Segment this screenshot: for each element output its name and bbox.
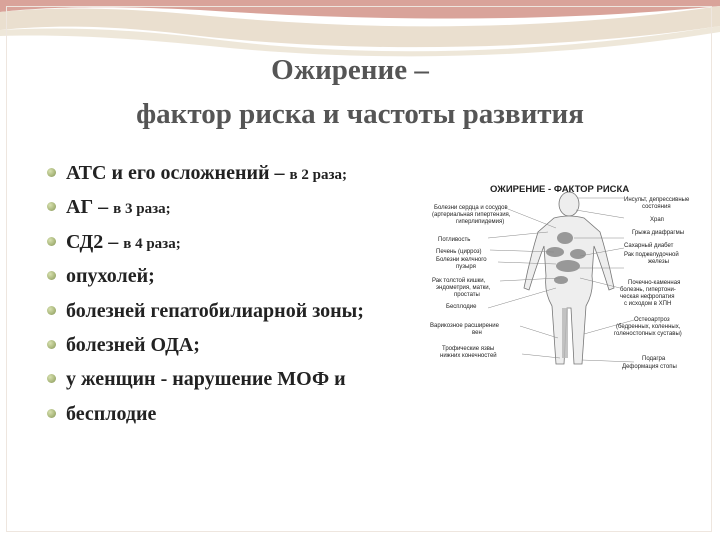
svg-text:Болезни сердца и сосудов: Болезни сердца и сосудов	[434, 205, 508, 211]
bullet-dot-icon	[47, 409, 56, 418]
svg-text:нижних конечностей: нижних конечностей	[440, 353, 497, 359]
svg-text:с исходом в ХПН: с исходом в ХПН	[624, 301, 672, 307]
bullet-item: болезней гепатобилиарной зоны;	[38, 298, 438, 332]
figure-left-labels	[430, 205, 511, 359]
svg-text:Почечно-каменная: Почечно-каменная	[628, 280, 681, 286]
bullet-item: АГ – в 3 раза;	[38, 194, 438, 228]
svg-text:Печень (цирроз): Печень (цирроз)	[436, 249, 482, 255]
svg-text:Храп: Храп	[650, 217, 664, 223]
bullet-item: СД2 – в 4 раза;	[38, 229, 438, 263]
slide-title-line1: Ожирение –	[271, 54, 429, 86]
figure-title: ОЖИРЕНИЕ - ФАКТОР РИСКА	[490, 184, 630, 195]
bullet-item: АТС и его осложнений – в 2 раза;	[38, 160, 438, 194]
bullet-item: опухолей;	[38, 263, 438, 297]
body-silhouette-icon	[524, 192, 614, 364]
svg-text:пузыря: пузыря	[456, 264, 476, 270]
svg-text:Рак поджелудочной: Рак поджелудочной	[624, 252, 679, 258]
obesity-risk-figure	[428, 168, 710, 380]
bullet-list	[38, 160, 438, 435]
svg-text:(бедренных, коленных,: (бедренных, коленных,	[616, 324, 681, 330]
svg-text:Сахарный диабет: Сахарный диабет	[624, 243, 674, 249]
svg-text:эндометрия, матки,: эндометрия, матки,	[436, 285, 491, 291]
svg-text:голеностопных суставы): голеностопных суставы)	[614, 331, 682, 337]
svg-text:железы: железы	[648, 259, 669, 265]
bullet-item: бесплодие	[38, 401, 438, 435]
bullet-item: болезней ОДА;	[38, 332, 438, 366]
slide-title-line2: фактор риска и частоты развития	[136, 98, 584, 130]
svg-text:гиперлипидемия): гиперлипидемия)	[456, 219, 505, 225]
bullet-dot-icon	[47, 202, 56, 211]
svg-text:Болезни желчного: Болезни желчного	[436, 257, 487, 263]
bullet-dot-icon	[47, 340, 56, 349]
svg-text:Бесплодие: Бесплодие	[446, 304, 477, 310]
bullet-item: у женщин - нарушение МОФ и	[38, 366, 438, 400]
svg-text:болезнь, гипертони-: болезнь, гипертони-	[620, 287, 676, 293]
svg-text:Рак толстой кишки,: Рак толстой кишки,	[432, 278, 486, 284]
svg-text:Подагра: Подагра	[642, 356, 666, 362]
bullet-dot-icon	[47, 374, 56, 383]
svg-text:Деформация стопы: Деформация стопы	[622, 364, 677, 370]
svg-text:вен: вен	[472, 330, 482, 336]
svg-text:простаты: простаты	[454, 292, 480, 298]
figure-right-labels	[614, 197, 690, 370]
svg-text:Трофические язвы: Трофические язвы	[442, 346, 495, 352]
svg-text:Грыжа диафрагмы: Грыжа диафрагмы	[632, 230, 685, 236]
svg-text:(артериальная гипертензия,: (артериальная гипертензия,	[432, 212, 511, 218]
svg-text:Остеоартроз: Остеоартроз	[634, 317, 670, 323]
svg-text:состояния: состояния	[642, 204, 671, 210]
bullet-dot-icon	[47, 306, 56, 315]
bullet-dot-icon	[47, 271, 56, 280]
bullet-dot-icon	[47, 168, 56, 177]
svg-text:Инсульт, депрессивные: Инсульт, депрессивные	[624, 197, 690, 203]
svg-text:Варикозное расширение: Варикозное расширение	[430, 323, 499, 329]
svg-text:Потливость: Потливость	[438, 237, 471, 243]
bullet-dot-icon	[47, 237, 56, 246]
svg-text:ческая нефропатия: ческая нефропатия	[620, 294, 675, 300]
